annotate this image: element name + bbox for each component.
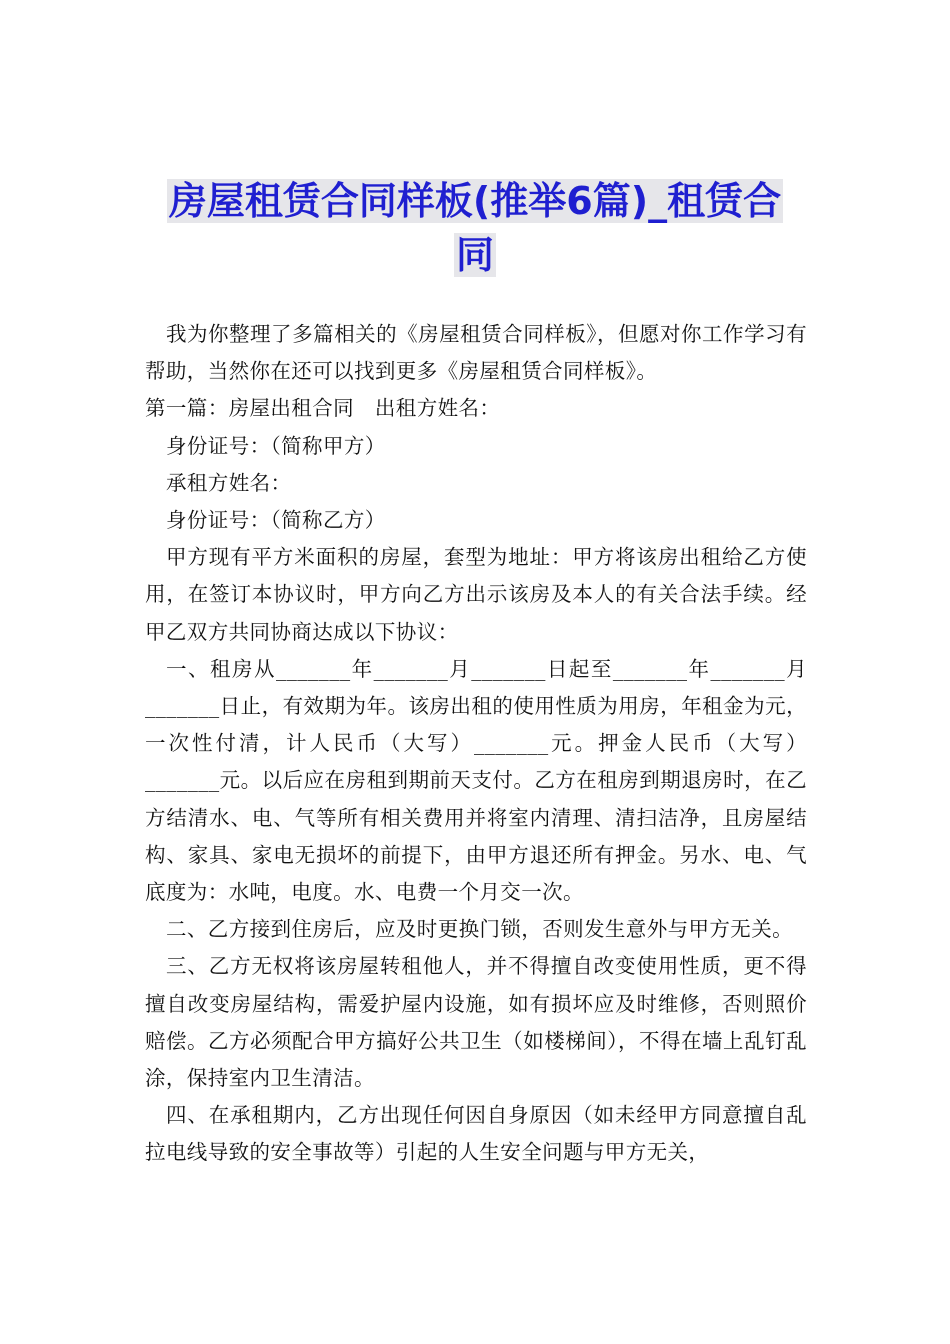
title-line-1: 房屋租赁合同样板(推举6篇)_租赁合: [168, 179, 782, 223]
property-paragraph: 甲方现有平方米面积的房屋，套型为地址：甲方将该房出租给乙方使用，在签订本协议时，甲方向乙方出示该房及本人的有关合法手续。经甲乙双方共同协商达成以下协议：: [145, 545, 807, 644]
landlord-id-line: 身份证号：（简称甲方）: [166, 433, 386, 458]
clause-2: 二、乙方接到住房后，应及时更换门锁，否则发生意外与甲方无关。: [166, 917, 793, 942]
document-title: [158, 174, 792, 282]
intro-paragraph: 我为你整理了多篇相关的《房屋租赁合同样板》，但愿对你工作学习有帮助，当然你在还可以找到更多《房屋租赁合同样板》。: [145, 322, 807, 384]
tenant-id-line: 身份证号：（简称乙方）: [166, 508, 386, 533]
clause-4: 四、在承租期内，乙方出现任何因自身原因（如未经甲方同意擅自乱拉电线导致的安全事故等）引起的人生安全问题与甲方无关，: [145, 1103, 807, 1165]
tenant-name-line: 承租方姓名：: [166, 470, 292, 495]
document-body: [145, 316, 807, 1172]
clause-1: 一、租房从_______年_______月_______日起至_______年_______月_______日止，有效期为年。该房出租的使用性质为用房，年租金为元，一次性付清，计人民币（大写）_______元。押金人民币（大写）_______元。以后应在房租到期前天支付。乙方在租房到期退房时，在乙方结清水、电、气等所有相关费用并将室内清理、清扫洁净，且房屋结构、家具、家电无损坏的前提下，由甲方退还所有押金。另水、电、气底度为：水吨，电度。水、电费一个月交一次。: [145, 656, 807, 905]
clause-3: 三、乙方无权将该房屋转租他人，并不得擅自改变使用性质，更不得擅自改变房屋结构，需爱护屋内设施，如有损坏应及时维修，否则照价赔偿。乙方必须配合甲方搞好公共卫生（如楼梯间），不得在墙上乱钉乱涂，保持室内卫生清洁。: [145, 954, 807, 1091]
title-line-2: 同: [455, 233, 494, 277]
section-heading: 第一篇：房屋出租合同 出租方姓名：: [145, 396, 501, 421]
